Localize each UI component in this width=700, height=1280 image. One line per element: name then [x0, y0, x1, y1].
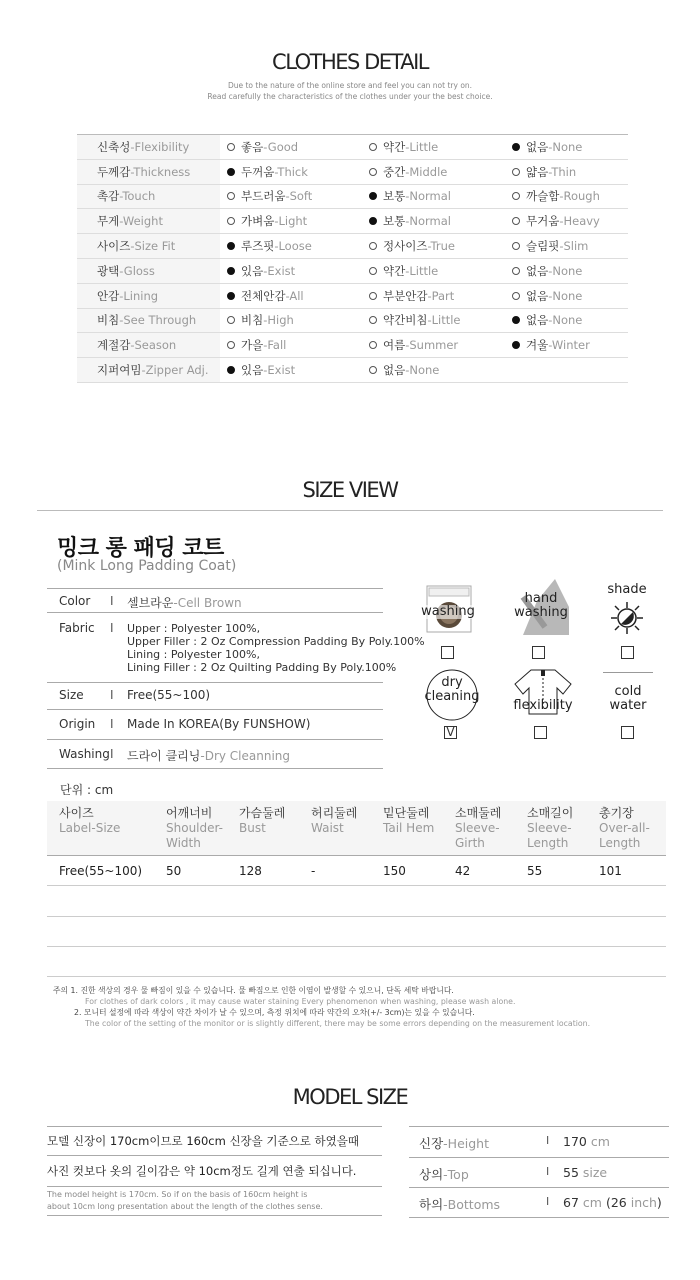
empty-circle-icon: [512, 168, 520, 176]
fabric-composition: Upper : Polyester 100%, Upper Filler : 2 Oz Compression Padding By Poly.100% Lining : Polyester 100%, Lining Filler : 2 Oz Quilting Padding By Poly.100%: [127, 622, 425, 674]
size-value-cell: -: [311, 864, 316, 878]
origin-label: Origin: [59, 717, 96, 731]
empty-circle-icon: [512, 267, 520, 275]
size-table-rule: [47, 976, 666, 977]
model-height-row: 신장-Height I 170 cm: [409, 1127, 669, 1158]
model-left-top-rule: [47, 1126, 382, 1127]
size-column-header: 사이즈 Label-Size: [59, 806, 121, 835]
detail-option: 없음 -None: [512, 309, 582, 333]
selected-dot-icon: [227, 242, 235, 250]
detail-option: 부드러움 -Soft: [227, 185, 312, 209]
detail-row: [77, 333, 628, 358]
empty-circle-icon: [227, 316, 235, 324]
cold-water-checkbox: [621, 726, 634, 739]
washing-label: washing: [421, 604, 475, 619]
washing-value: 드라이 클리닝-Dry Cleanning: [127, 749, 291, 763]
empty-circle-icon: [227, 143, 235, 151]
empty-circle-icon: [369, 316, 377, 324]
hand-washing-checkbox: [532, 646, 545, 659]
clothes-detail-title: CLOTHES DETAIL: [272, 50, 428, 74]
detail-row: [77, 309, 628, 334]
size-view-title: SIZE VIEW: [302, 478, 398, 502]
detail-option: 약간 -Little: [369, 135, 438, 159]
size-column-header: 소매길이 Sleeve- Length: [527, 806, 574, 850]
empty-circle-icon: [512, 192, 520, 200]
care-note-2: 2. 모니터 설정에 따라 색상이 약간 차이가 날 수 있으며, 측정 위치에 따라 약간의 오차(+/- 3cm)는 있을 수 있습니다.: [74, 1008, 475, 1017]
size-value: Free(55~100): [127, 688, 211, 702]
separator: I: [110, 688, 114, 702]
clothes-detail-note-1: Due to the nature of the online store and feel you can not try on.: [227, 81, 473, 90]
model-note-en: The model height is 170cm. So if on the basis of 160cm height is about 10cm long presentation about the length of the clothes sense.: [47, 1190, 323, 1211]
empty-circle-icon: [369, 292, 377, 300]
empty-circle-icon: [227, 217, 235, 225]
detail-option: 없음 -None: [512, 135, 582, 159]
clothes-detail-note-2: Read carefully the characteristics of the clothes under your the best choice.: [207, 92, 493, 101]
size-table-rule: [47, 885, 666, 886]
fabric-label: Fabric: [59, 621, 95, 635]
size-value-cell: 55: [527, 864, 543, 878]
model-note-line-1: 모델 신장이 170cm이므로 160cm 신장을 기준으로 하였을때: [47, 1134, 359, 1148]
size-column-header: 어깨너비 Shoulder- Width: [166, 806, 223, 850]
size-column-header: 허리둘레 Waist: [311, 806, 358, 835]
detail-row-label: 무게 -Weight: [77, 209, 220, 233]
info-row-size: [47, 683, 383, 710]
detail-row-label: 안감 -Lining: [77, 284, 220, 308]
detail-option: 있음 -Exist: [227, 259, 295, 283]
empty-circle-icon: [369, 366, 377, 374]
detail-option: 까슬함 -Rough: [512, 185, 600, 209]
care-note-1-en: For clothes of dark colors , it may cause water staining Every phenomenon when washing, please wash alone.: [85, 997, 516, 1006]
shade-checkbox: [621, 646, 634, 659]
dry-cleaning-label: dry cleaning: [424, 675, 480, 704]
washing-label: Washing: [59, 747, 110, 761]
detail-option: 중간 -Middle: [369, 160, 447, 184]
detail-option: 전체안감 -All: [227, 284, 304, 308]
size-value-cell: 150: [383, 864, 406, 878]
model-left-rule: [47, 1155, 382, 1156]
cold-water-label: cold water: [609, 684, 647, 713]
model-bottom-row: 하의-Bottoms I 67 cm (26 inch): [409, 1188, 669, 1218]
empty-circle-icon: [512, 242, 520, 250]
care-note-1: 주의 1. 진한 색상의 경우 물 빠짐이 있을 수 있습니다. 물 빠짐으로 인한 이염이 발생할 수 있으니, 단독 세탁 바랍니다.: [53, 986, 454, 995]
detail-option: 루즈핏 -Loose: [227, 234, 312, 258]
size-table-header-rule: [47, 855, 666, 856]
shade-label: shade: [607, 582, 647, 597]
selected-dot-icon: [369, 192, 377, 200]
empty-circle-icon: [369, 267, 377, 275]
selected-dot-icon: [227, 267, 235, 275]
detail-row: [77, 135, 628, 160]
detail-row-label: 두께감 -Thickness: [77, 160, 220, 184]
detail-row-label: 계절감 -Season: [77, 333, 220, 357]
flexibility-checkbox: [534, 726, 547, 739]
detail-option: 부분안감 -Part: [369, 284, 454, 308]
empty-circle-icon: [369, 168, 377, 176]
size-view-divider: [37, 510, 663, 511]
detail-option: 약간비침 -Little: [369, 309, 460, 333]
empty-circle-icon: [369, 242, 377, 250]
detail-option: 비침 -High: [227, 309, 294, 333]
sun-shade-icon: [609, 600, 645, 636]
detail-row-label: 신축성 -Flexibility: [77, 135, 220, 159]
detail-option: 겨울 -Winter: [512, 333, 590, 357]
detail-option: 보통 -Normal: [369, 185, 451, 209]
size-column-header: 소매둘레 Sleeve- Girth: [455, 806, 502, 850]
color-label: Color: [59, 594, 91, 608]
detail-row-label: 비침 -See Through: [77, 309, 220, 333]
hand-washing-label: hand washing: [514, 591, 568, 620]
detail-option: 보통 -Normal: [369, 209, 451, 233]
selected-dot-icon: [227, 366, 235, 374]
care-note-2-en: The color of the setting of the monitor or is slightly different, there may be some errors depending on the measurement location.: [85, 1019, 591, 1028]
detail-row: [77, 185, 628, 210]
model-left-bottom-rule: [47, 1215, 382, 1216]
clothes-detail-table: [77, 134, 628, 383]
model-note-line-2: 사진 컷보다 옷의 길이감은 약 10cm정도 길게 연출 되십니다.: [47, 1164, 357, 1178]
product-subtitle: (Mink Long Padding Coat): [57, 558, 237, 574]
detail-row: [77, 358, 628, 383]
model-size-table: [409, 1126, 669, 1216]
empty-circle-icon: [369, 341, 377, 349]
empty-circle-icon: [227, 341, 235, 349]
dry-cleaning-checkbox: V: [444, 726, 457, 739]
size-column-header: 밑단둘레 Tail Hem: [383, 806, 435, 835]
size-value-cell: 42: [455, 864, 471, 878]
info-row-color: [47, 588, 383, 613]
size-value-cell: 50: [166, 864, 182, 878]
separator: I: [110, 594, 114, 608]
detail-option: 가벼움 -Light: [227, 209, 307, 233]
detail-option: 무거움 -Heavy: [512, 209, 600, 233]
selected-dot-icon: [512, 316, 520, 324]
empty-circle-icon: [512, 292, 520, 300]
care-icons: [415, 580, 675, 750]
size-column-header: 가슴둘레 Bust: [239, 806, 286, 835]
detail-option: 정사이즈 -True: [369, 234, 455, 258]
size-table-rule: [47, 916, 666, 917]
detail-row-label: 지퍼여밈 -Zipper Adj.: [77, 358, 220, 382]
model-size-title: MODEL SIZE: [292, 1085, 408, 1109]
detail-row-label: 광택 -Gloss: [77, 259, 220, 283]
detail-option: 좋음 -Good: [227, 135, 298, 159]
detail-option: 없음 -None: [512, 284, 582, 308]
size-label: Size: [59, 688, 84, 702]
detail-option: 없음 -None: [512, 259, 582, 283]
detail-option: 있음 -Exist: [227, 358, 295, 382]
detail-row: [77, 209, 628, 234]
washing-checkbox: [441, 646, 454, 659]
info-row-origin: [47, 710, 383, 740]
selected-dot-icon: [227, 168, 235, 176]
selected-dot-icon: [227, 292, 235, 300]
size-value-cell: 128: [239, 864, 262, 878]
detail-row-label: 촉감 -Touch: [77, 185, 220, 209]
detail-option: 약간 -Little: [369, 259, 438, 283]
separator: I: [110, 621, 114, 635]
detail-row: [77, 259, 628, 284]
empty-circle-icon: [512, 217, 520, 225]
size-column-header: 총기장 Over-all- Length: [599, 806, 650, 850]
separator: I: [110, 717, 114, 731]
unit-label: 단위 : cm: [60, 783, 114, 797]
model-left-rule: [47, 1186, 382, 1187]
empty-circle-icon: [227, 192, 235, 200]
selected-dot-icon: [369, 217, 377, 225]
size-table-rule: [47, 946, 666, 947]
selected-dot-icon: [512, 143, 520, 151]
detail-option: 두꺼움 -Thick: [227, 160, 308, 184]
detail-option: 없음 -None: [369, 358, 439, 382]
product-title: 밍크 롱 패딩 코트: [57, 536, 224, 561]
empty-circle-icon: [369, 143, 377, 151]
info-row-washing: [47, 740, 383, 769]
flexibility-label: flexibility: [513, 698, 573, 713]
detail-option: 여름 -Summer: [369, 333, 458, 357]
separator: I: [110, 747, 114, 761]
detail-option: 가을 -Fall: [227, 333, 286, 357]
detail-row: [77, 284, 628, 309]
origin-value: Made In KOREA(By FUNSHOW): [127, 717, 311, 731]
color-value: 셀브라운-Cell Brown: [127, 596, 242, 610]
detail-row-label: 사이즈 -Size Fit: [77, 234, 220, 258]
size-value-cell: 101: [599, 864, 622, 878]
detail-row: [77, 160, 628, 185]
info-row-fabric: [47, 613, 425, 683]
detail-row: [77, 234, 628, 259]
detail-option: 얇음 -Thin: [512, 160, 576, 184]
model-top-row: 상의-Top I 55 size: [409, 1158, 669, 1188]
selected-dot-icon: [512, 341, 520, 349]
detail-option: 슬림핏 -Slim: [512, 234, 588, 258]
size-value-cell: Free(55~100): [59, 864, 143, 878]
